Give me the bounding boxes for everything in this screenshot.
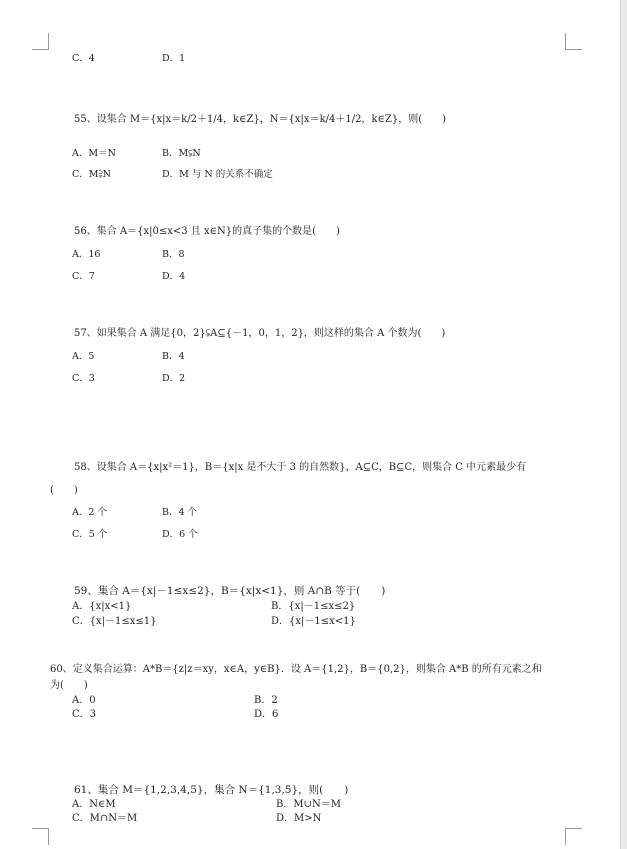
q60-option-c: C．3 — [72, 709, 97, 720]
q58-stem: 58、设集合 A＝{x|x²＝1}，B＝{x|x 是不大于 3 的自然数}，A⊆C，B⊆C，则集合 C 中元素最少有 — [74, 462, 527, 473]
q60-stem-continued: 为( ) — [50, 680, 88, 691]
q57-option-b: B．4 — [162, 351, 185, 362]
q60-option-b: B．2 — [254, 695, 278, 706]
crop-mark-top-left — [32, 33, 49, 50]
q58-option-d: D．6 个 — [162, 529, 198, 540]
q54-option-c: C．4 — [72, 53, 95, 64]
q56-option-d: D．4 — [162, 271, 186, 282]
crop-mark-top-right — [565, 33, 582, 50]
q61-option-a: A．N∈M — [72, 799, 116, 810]
q55-option-b: B．M⫋N — [162, 148, 201, 159]
q60-stem: 60、定义集合运算：A*B＝{z|z＝xy，x∈A，y∈B}．设 A＝{1,2}，B＝{0,2}，则集合 A*B 的所有元素之和 — [50, 664, 542, 675]
q55-option-a: A．M＝N — [72, 148, 116, 159]
q54-option-d: D．1 — [162, 53, 186, 64]
page-edge — [620, 0, 627, 849]
q59-option-d: D．{x|－1≤x<1} — [271, 616, 356, 627]
q56-option-b: B．8 — [162, 249, 185, 260]
q61-option-d: D．M>N — [276, 813, 322, 824]
q57-option-c: C．3 — [72, 373, 95, 384]
q58-option-c: C．5 个 — [72, 529, 108, 540]
crop-mark-bottom-left — [32, 828, 49, 845]
q60-option-d: D．6 — [254, 709, 279, 720]
q58-option-a: A．2 个 — [72, 507, 107, 518]
q60-option-a: A．0 — [72, 695, 96, 706]
q55-option-c: C．M⫌N — [72, 169, 111, 180]
q58-stem-continued: ( ) — [50, 485, 78, 496]
q58-option-b: B．4 个 — [162, 507, 198, 518]
q56-option-a: A．16 — [72, 249, 101, 260]
q61-option-b: B．M∪N＝M — [276, 799, 341, 810]
q59-option-a: A．{x|x<1} — [72, 601, 132, 612]
q57-option-d: D．2 — [162, 373, 186, 384]
q59-option-b: B．{x|－1≤x≤2} — [271, 601, 356, 612]
q61-stem: 61、集合 M＝{1,2,3,4,5}，集合 N＝{1,3,5}，则( ) — [74, 784, 349, 796]
q55-stem: 55、设集合 M＝{x|x＝k/2＋1/4，k∈Z}，N＝{x|x＝k/4＋1/2，k∈Z}，则( ) — [74, 114, 447, 125]
q56-stem: 56、集合 A＝{x|0≤x<3 且 x∈N}的真子集的个数是( ) — [74, 226, 340, 237]
crop-mark-bottom-right — [565, 828, 582, 845]
q59-option-c: C．{x|－1≤x≤1} — [72, 616, 157, 627]
q61-option-c: C．M∩N＝M — [72, 813, 138, 824]
q57-option-a: A．5 — [72, 351, 95, 362]
q59-stem: 59、集合 A＝{x|－1≤x≤2}，B＝{x|x<1}，则 A∩B 等于( ) — [74, 585, 386, 597]
q55-option-d: D．M 与 N 的关系不确定 — [162, 169, 273, 180]
q57-stem: 57、如果集合 A 满足{0，2}⫋A⊆{－1，0，1，2}，则这样的集合 A 个数为( ) — [74, 328, 446, 339]
q56-option-c: C．7 — [72, 271, 95, 282]
